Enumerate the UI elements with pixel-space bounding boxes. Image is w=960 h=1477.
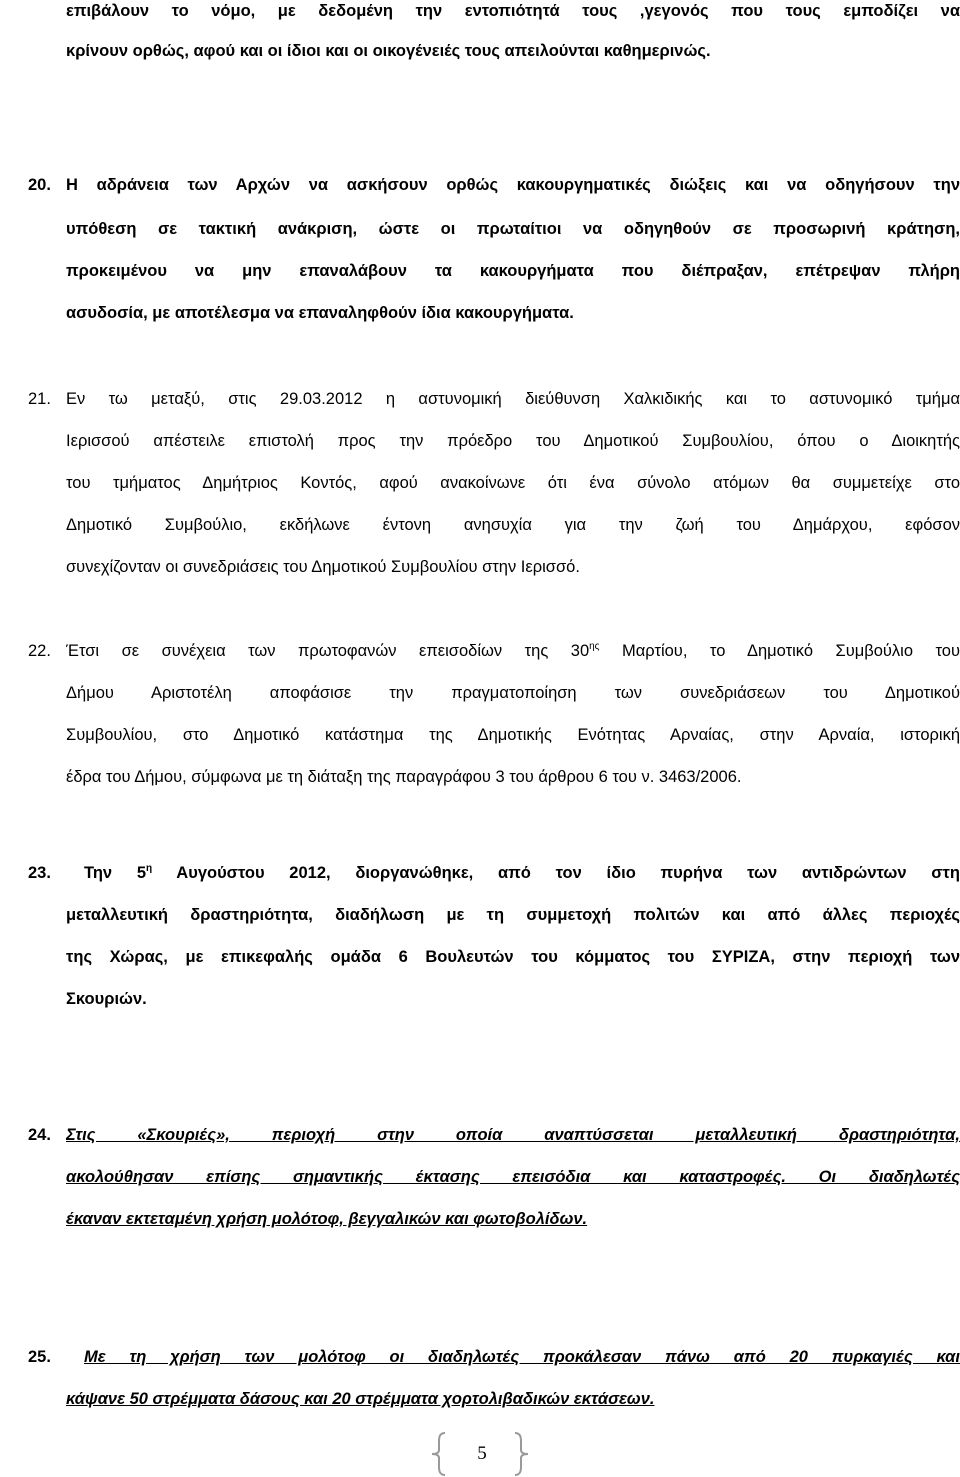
- ordinal-suffix: η: [146, 863, 153, 874]
- paragraph-number: 25.: [28, 1348, 51, 1366]
- left-brace-icon: [430, 1432, 448, 1476]
- paragraph-22-line: [66, 640, 960, 662]
- paragraph-21-line: Εν τω μεταξύ, στις 29.03.2012 η αστυνομική διεύθυνση Χαλκιδικής και το αστυνομικό τμήμα: [66, 390, 960, 408]
- paragraph-21-line: του τμήματος Δημήτριος Κοντός, αφού ανακοίνωνε ότι ένα σύνολο ατόμων θα συμμετείχε στο: [66, 474, 960, 492]
- paragraph-22-text: Μαρτίου, το Δημοτικό Συμβούλιο του: [599, 642, 960, 660]
- paragraph-21-line: Ιερισσού απέστειλε επιστολή προς την πρόεδρο του Δημοτικού Συμβουλίου, όπου ο Διοικητής: [66, 432, 960, 450]
- paragraph-19-line: κρίνουν ορθώς, αφού και οι ίδιοι και οι οικογένειές τους απειλούνται καθημερινώς.: [66, 42, 711, 60]
- paragraph-number: 24.: [28, 1126, 51, 1144]
- paragraph-23-line: Σκουριών.: [66, 990, 147, 1008]
- paragraph-21-line: Δημοτικό Συμβούλιο, εκδήλωνε έντονη ανησυχία για την ζωή του Δημάρχου, εφόσον: [66, 516, 960, 534]
- paragraph-21-line: συνεχίζονταν οι συνεδριάσεις του Δημοτικού Συμβουλίου στην Ιερισσό.: [66, 558, 580, 576]
- paragraph-22-text: Έτσι σε συνέχεια των πρωτοφανών επεισοδίων της 30: [66, 642, 590, 660]
- paragraph-25-line: κάψανε 50 στρέμματα δάσους και 20 στρέμματα χορτολιβαδικών εκτάσεων.: [66, 1390, 655, 1408]
- paragraph-24-line: ακολούθησαν επίσης σημαντικής έκτασης επεισόδια και καταστροφές. Οι διαδηλωτές: [66, 1168, 960, 1186]
- paragraph-number: 20.: [28, 176, 51, 194]
- paragraph-22-line: έδρα του Δήμου, σύμφωνα με τη διάταξη της παραγράφου 3 του άρθρου 6 του ν. 3463/2006.: [66, 768, 742, 786]
- paragraph-24-line: Στις «Σκουριές», περιοχή στην οποία αναπτύσσεται μεταλλευτική δραστηριότητα,: [66, 1126, 960, 1144]
- paragraph-number: 21.: [28, 390, 51, 408]
- paragraph-number: 22.: [28, 642, 51, 660]
- paragraph-22-line: Δήμου Αριστοτέλη αποφάσισε την πραγματοποίηση των συνεδριάσεων του Δημοτικού: [66, 684, 960, 702]
- paragraph-20-line: υπόθεση σε τακτική ανάκριση, ώστε οι πρωταίτιοι να οδηγηθούν σε προσωρινή κράτηση,: [66, 220, 960, 238]
- right-brace-icon: [512, 1432, 530, 1476]
- paragraph-25-line: Με τη χρήση των μολότοφ οι διαδηλωτές προκάλεσαν πάνω από 20 πυρκαγιές και: [84, 1348, 960, 1366]
- page-number: 5: [477, 1443, 487, 1464]
- paragraph-number: 23.: [28, 864, 51, 882]
- paragraph-23-line: της Χώρας, με επικεφαλής ομάδα 6 Βουλευτών του κόμματος του ΣΥΡΙΖΑ, στην περιοχή των: [66, 948, 960, 966]
- paragraph-23-line: μεταλλευτική δραστηριότητα, διαδήλωση με τη συμμετοχή πολιτών και από άλλες περιοχές: [66, 906, 960, 924]
- paragraph-23-text: Την 5: [84, 864, 147, 882]
- paragraph-19-line: επιβάλουν το νόμο, με δεδομένη την εντοπιότητά τους ,γεγονός που τους εμποδίζει να: [66, 2, 960, 20]
- ordinal-suffix: ης: [589, 641, 600, 652]
- paragraph-24-line: έκαναν εκτεταμένη χρήση μολότοφ, βεγγαλικών και φωτοβολίδων.: [66, 1210, 588, 1228]
- paragraph-23-text: Αυγούστου 2012, διοργανώθηκε, από τον ίδιο πυρήνα των αντιδρώντων στη: [152, 864, 960, 882]
- paragraph-23-line: [84, 862, 960, 884]
- paragraph-20-line: ασυδοσία, με αποτέλεσμα να επαναληφθούν ίδια κακουργήματα.: [66, 304, 574, 322]
- paragraph-22-line: Συμβουλίου, στο Δημοτικό κατάστημα της Δημοτικής Ενότητας Αρναίας, στην Αρναία, ιστορική: [66, 726, 960, 744]
- paragraph-20-line: Η αδράνεια των Αρχών να ασκήσουν ορθώς κακουργηματικές διώξεις και να οδηγήσουν την: [66, 176, 960, 194]
- paragraph-20-line: προκειμένου να μην επαναλάβουν τα κακουργήματα που διέπραξαν, επέτρεψαν πλήρη: [66, 262, 960, 280]
